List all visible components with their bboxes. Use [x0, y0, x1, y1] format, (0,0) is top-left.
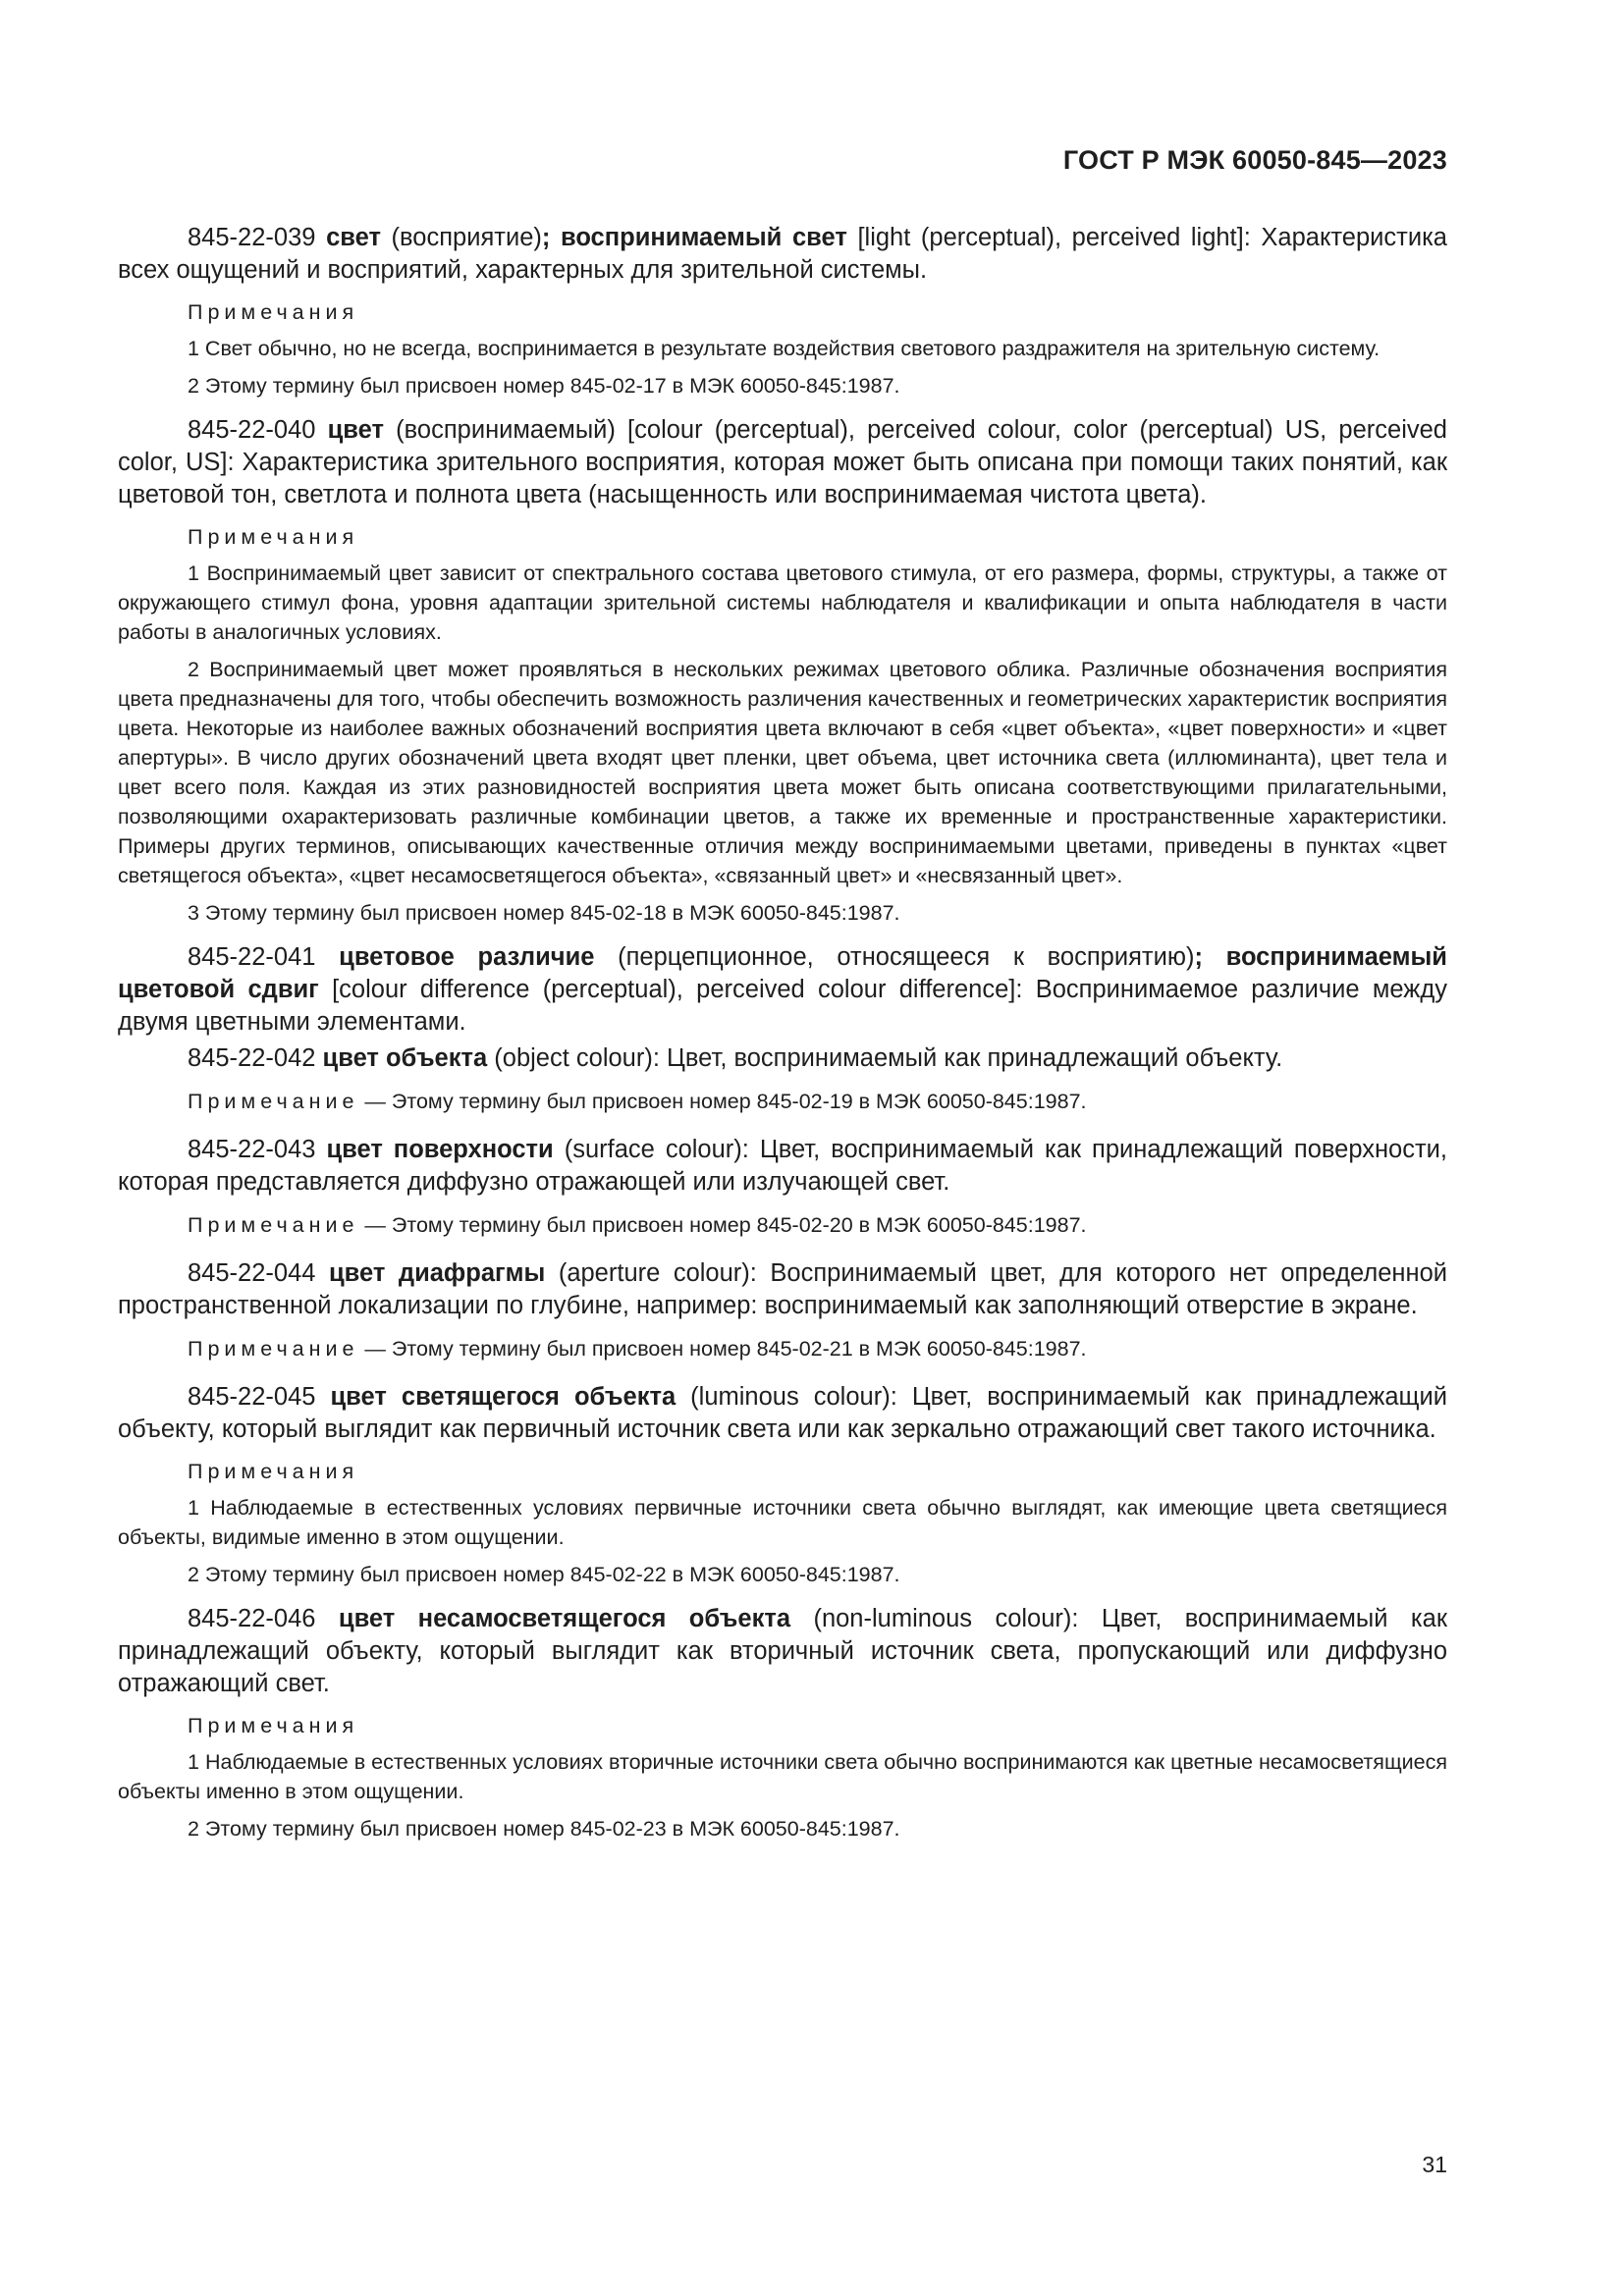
page-number: 31 [1422, 2152, 1447, 2177]
note-label: Примечание [188, 1090, 359, 1113]
term-entry [118, 1134, 1447, 1199]
term-number: 845-22-042 [188, 1044, 316, 1072]
term-entry [118, 1381, 1447, 1446]
term-number: 845-22-040 [188, 416, 316, 444]
document-code-header: ГОСТ Р МЭК 60050-845—2023 [1062, 145, 1447, 175]
notes-heading: Примечания [188, 1714, 359, 1737]
term-definition: (luminous colour): Цвет, воспринимаемый как принадлежащий объекту, который выглядит как первичный источник света или как зеркально отражающий свет такого источника. [118, 1383, 1447, 1443]
term-entry [118, 1603, 1447, 1700]
term-entry [118, 414, 1447, 511]
single-note [188, 1210, 1447, 1240]
note-label: Примечание [188, 1213, 359, 1237]
term-number: 845-22-043 [188, 1136, 316, 1163]
term-name: цвет [327, 416, 384, 444]
note-text: 1 Наблюдаемые в естественных условиях вторичные источники света обычно воспринимаются как цветные несамосветящиеся объекты именно в этом ощущении. [118, 1750, 1447, 1803]
term-definition: (surface colour): Цвет, воспринимаемый как принадлежащий поверхности, которая представляется диффузно отражающей или излучающей свет. [118, 1136, 1447, 1196]
notes-heading: Примечания [188, 525, 359, 549]
single-note [188, 1087, 1447, 1116]
note-text: 3 Этому термину был присвоен номер 845-02-18 в МЭК 60050-845:1987. [188, 901, 900, 925]
note-text: 2 Этому термину был присвоен номер 845-02-22 в МЭК 60050-845:1987. [188, 1563, 900, 1586]
term-entry [118, 1257, 1447, 1322]
term-name: свет [326, 224, 381, 251]
term-definition: [light (perceptual), perceived light]: Характеристика всех ощущений и восприятий, характерных для зрительной системы. [118, 224, 1447, 284]
term-number: 845-22-041 [188, 943, 316, 971]
term-name: цвет несамосветящегося объекта [338, 1605, 791, 1632]
note-text: 2 Этому термину был присвоен номер 845-02-17 в МЭК 60050-845:1987. [188, 374, 900, 398]
term-definition: (non-luminous colour): Цвет, воспринимаемый как принадлежащий объекту, который выглядит как вторичный источник света, пропускающий или диффузно отражающий свет. [118, 1605, 1447, 1697]
term-entry [118, 222, 1447, 287]
note-text: 1 Воспринимаемый цвет зависит от спектрального состава цветового стимула, от его размера, формы, структуры, а также от окружающего стимул фона, уровня адаптации зрительной системы наблюдателя и квалификации и опыта наблюдателя в части работы в аналогичных условиях. [118, 561, 1447, 644]
term-synonym: ; воспринимаемый цветовой сдвиг [118, 943, 1447, 1003]
term-name: цвет объекта [322, 1044, 488, 1072]
term-entry [118, 941, 1447, 1039]
notes-heading: Примечания [188, 300, 359, 324]
term-number: 845-22-039 [188, 224, 316, 251]
note-text: 2 Воспринимаемый цвет может проявляться в нескольких режимах цветового облика. Различные обозначения восприятия цвета предназначены для того, чтобы обеспечить возможность различения качественных и геометрических характеристик восприятия цвета. Некоторые из наиболее важных обозначений восприятия цвета включают в себя «цвет объекта», «цвет поверхности» и «цвет апертуры». В число других обозначений цвета входят цвет пленки, цвет объема, цвет источника света (иллюминанта), цвет тела и цвет всего поля. Каждая из этих разновидностей восприятия цвета может быть описана соответствующими прилагательными, позволяющими охарактеризовать различные комбинации цветов, а также их временные и пространственные характеристики. Примеры других терминов, описывающих качественные отличия между воспринимаемыми цветами, приведены в пунктах «цвет светящегося объекта», «цвет несамосветящегося объекта», «связанный цвет» и «несвязанный цвет». [118, 658, 1447, 887]
term-qualifier: (перцепционное, относящееся к восприятию) [594, 943, 1195, 971]
term-definition: (aperture colour): Воспринимаемый цвет, для которого нет определенной пространственной локализации по глубине, например: воспринимаемый как заполняющий отверстие в экране. [118, 1259, 1448, 1319]
term-qualifier: (восприятие) [380, 224, 542, 251]
note-text: — Этому термину был присвоен номер 845-02-19 в МЭК 60050-845:1987. [358, 1090, 1087, 1113]
note-text: — Этому термину был присвоен номер 845-02-20 в МЭК 60050-845:1987. [358, 1213, 1087, 1237]
term-name: цветовое различие [339, 943, 595, 971]
term-qualifier: (воспринимаемый) [383, 416, 616, 444]
single-note [188, 1334, 1447, 1363]
term-entry [118, 1042, 1447, 1075]
term-definition: [colour (perceptual), perceived colour, color (perceptual) US, perceived color, US]: Характеристика зрительного восприятия, которая может быть описана при помощи таких понятий, как цветовой тон, светлота и полнота цвета (насыщенность или воспринимаемая чистота цвета). [118, 416, 1447, 508]
term-name: цвет светящегося объекта [330, 1383, 677, 1411]
term-name: цвет поверхности [326, 1136, 554, 1163]
note-label: Примечание [188, 1337, 359, 1361]
note-text: 1 Наблюдаемые в естественных условиях первичные источники света обычно выглядят, как имеющие цвета светящиеся объекты, видимые именно в этом ощущении. [118, 1496, 1447, 1549]
term-number: 845-22-046 [188, 1605, 316, 1632]
term-definition: [colour difference (perceptual), perceived colour difference]: Воспринимаемое различие между двумя цветными элементами. [118, 976, 1447, 1036]
term-definition: (object colour): Цвет, воспринимаемый как принадлежащий объекту. [487, 1044, 1283, 1072]
term-number: 845-22-044 [188, 1259, 316, 1287]
term-name: цвет диафрагмы [329, 1259, 546, 1287]
note-text: 1 Свет обычно, но не всегда, воспринимается в результате воздействия светового раздражителя на зрительную систему. [188, 337, 1380, 360]
terms-content [118, 222, 1447, 1851]
notes-heading: Примечания [188, 1460, 359, 1483]
note-text: — Этому термину был присвоен номер 845-02-21 в МЭК 60050-845:1987. [358, 1337, 1087, 1361]
note-text: 2 Этому термину был присвоен номер 845-02-23 в МЭК 60050-845:1987. [188, 1817, 900, 1841]
term-number: 845-22-045 [188, 1383, 316, 1411]
term-synonym: ; воспринимаемый свет [541, 224, 847, 251]
